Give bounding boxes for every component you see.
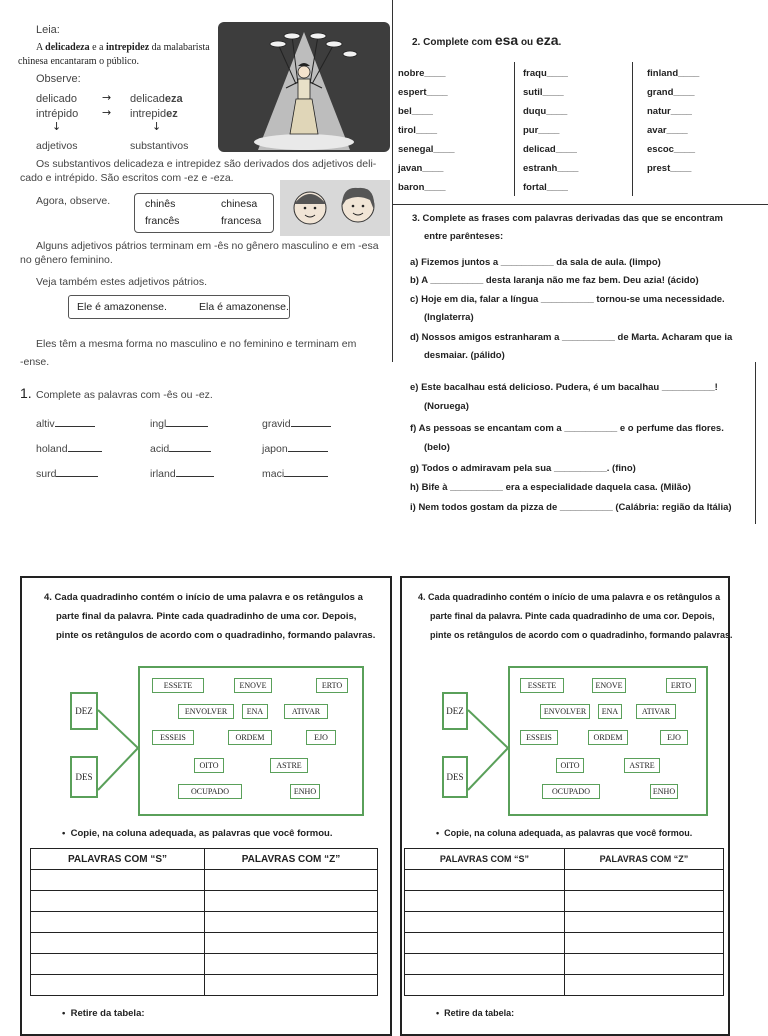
pair-chinesa: chinesa — [221, 198, 258, 210]
suffix-tile[interactable]: OCUPADO — [178, 784, 242, 799]
ex2-word: javan____ — [398, 163, 444, 174]
ex3-item: g) Todos o admiravam pela sua __________. (fino) — [410, 463, 636, 474]
suffix-tile[interactable]: ENA — [242, 704, 268, 719]
table-row — [405, 954, 724, 975]
divider-horizontal — [392, 204, 768, 205]
agora-label: Agora, observe. — [36, 195, 111, 207]
adj-delicado: delicado — [36, 93, 77, 105]
ex4-line3: pinte os retângulos de acordo com o quadradinho, formando palavras. — [430, 630, 733, 640]
noun-delicadeza: delicadeza — [130, 93, 183, 105]
ex3-item: e) Este bacalhau está delicioso. Pudera, é um bacalhau __________! — [410, 382, 718, 393]
table-cell[interactable] — [31, 891, 205, 912]
ex1-word: japon — [262, 443, 328, 455]
answer-blank[interactable] — [176, 476, 214, 477]
table-cell[interactable] — [564, 954, 723, 975]
ex2-col-divider — [632, 62, 633, 196]
explain-line2: cado e intrépido. São escritos com -ez e -eza. — [20, 172, 234, 184]
leia-sentence: A delicadeza e a intrepidez da malabarista — [36, 42, 210, 53]
pair-chines: chinês — [145, 198, 176, 210]
adj-intrepido: intrépido — [36, 108, 79, 120]
ex3-item-hint: desmaiar. (pálido) — [424, 350, 505, 361]
suffix-tile[interactable]: ASTRE — [270, 758, 308, 773]
ex2-word: baron____ — [398, 182, 446, 193]
suffix-tile[interactable]: OITO — [556, 758, 584, 773]
table-cell[interactable] — [405, 912, 565, 933]
suffix-box — [508, 666, 708, 816]
leia-title: Leia: — [36, 24, 60, 36]
table-cell[interactable] — [31, 954, 205, 975]
ex3-item-hint: (belo) — [424, 442, 450, 453]
table-row — [405, 912, 724, 933]
suffix-tile[interactable]: ESSEIS — [152, 730, 194, 745]
ex1-word: gravid — [262, 418, 331, 430]
suffix-tile[interactable]: EJO — [660, 730, 688, 745]
ex2-word: fortal____ — [523, 182, 568, 193]
ex2-word: espert____ — [398, 87, 448, 98]
table-cell[interactable] — [564, 975, 723, 996]
ex1-title: Complete as palavras com -ês ou -ez. — [36, 389, 213, 401]
tem-line1: Eles têm a mesma forma no masculino e no feminino e terminam em — [36, 338, 357, 350]
table-cell[interactable] — [405, 975, 565, 996]
ex2-word: tirol____ — [398, 125, 438, 136]
prefix-dez-box[interactable]: DEZ — [442, 692, 468, 730]
suffix-tile[interactable]: ASTRE — [624, 758, 660, 773]
table-row — [31, 912, 378, 933]
suffix-tile[interactable]: ENHO — [290, 784, 320, 799]
ex3-item: b) A __________ desta laranja não me faz bem. Deu azia! (ácido) — [410, 275, 699, 286]
copie-instruction: • Copie, na coluna adequada, as palavras que você formou. — [436, 828, 693, 838]
suffix-tile[interactable]: ATIVAR — [636, 704, 676, 719]
ex2-word: nobre____ — [398, 68, 446, 79]
table-row — [405, 870, 724, 891]
ex3-item: h) Bife à __________ era a especialidade daquela casa. (Milão) — [410, 482, 691, 493]
table-cell[interactable] — [204, 912, 377, 933]
column-header-s: PALAVRAS COM “S” — [31, 849, 205, 870]
table-cell[interactable] — [204, 975, 377, 996]
ex1-word: holand — [36, 443, 102, 455]
suffix-tile[interactable]: OCUPADO — [542, 784, 600, 799]
divider-vertical — [392, 0, 393, 362]
prefix-des-box[interactable]: DES — [70, 756, 98, 798]
answer-blank[interactable] — [288, 451, 328, 452]
column-header-z: PALAVRAS COM “Z” — [204, 849, 377, 870]
column-header-s: PALAVRAS COM “S” — [405, 849, 565, 870]
prefix-dez-box[interactable]: DEZ — [70, 692, 98, 730]
ex3-title-line2: entre parênteses: — [424, 231, 504, 242]
ex1-word: irland — [150, 468, 214, 480]
ex4-line1: 4. Cada quadradinho contém o início de uma palavra e os retângulos a — [418, 592, 721, 602]
ex4-panel-left — [20, 576, 392, 1036]
ex3-item: d) Nossos amigos estranharam a __________ de Marta. Acharam que ia — [410, 332, 733, 343]
table-cell[interactable] — [564, 891, 723, 912]
table-cell[interactable] — [405, 933, 565, 954]
patrios-line2: no gênero feminino. — [20, 254, 113, 266]
ex1-word: acid — [150, 443, 211, 455]
ex2-word: bel____ — [398, 106, 433, 117]
suffix-tile[interactable]: ORDEM — [588, 730, 628, 745]
prefix-des-box[interactable]: DES — [442, 756, 468, 798]
suffix-tile[interactable]: OITO — [194, 758, 224, 773]
down-arrow-icon: ↓ — [152, 120, 162, 133]
suffix-tile[interactable]: ESSEIS — [520, 730, 558, 745]
table-row — [31, 954, 378, 975]
connector-lines — [468, 698, 508, 798]
suffix-tile[interactable]: ESSETE — [520, 678, 564, 693]
table-cell[interactable] — [405, 870, 565, 891]
ex2-word: escoc____ — [647, 144, 696, 155]
answer-table — [404, 848, 724, 996]
ex4-line2: parte final da palavra. Pinte cada quadradinho de uma cor. Depois, — [56, 611, 357, 622]
ense-box — [68, 295, 290, 319]
table-cell[interactable] — [564, 870, 723, 891]
table-row — [31, 870, 378, 891]
ex2-word: duqu____ — [523, 106, 568, 117]
suffix-tile[interactable]: ATIVAR — [284, 704, 328, 719]
suffix-tile[interactable]: ENHO — [650, 784, 678, 799]
table-cell[interactable] — [204, 891, 377, 912]
table-cell[interactable] — [405, 891, 565, 912]
ex2-word: grand____ — [647, 87, 695, 98]
veja-label: Veja também estes adjetivos pátrios. — [36, 276, 208, 288]
textbook-section — [0, 0, 392, 520]
juggler-illustration — [218, 22, 390, 152]
suffix-tile[interactable]: ERTO — [316, 678, 348, 693]
retire-instruction: • Retire da tabela: — [62, 1008, 145, 1019]
table-row — [31, 975, 378, 996]
ex4-panel-right — [400, 576, 733, 1036]
label-substantivos: substantivos — [130, 140, 189, 152]
ex4-line1: 4. Cada quadradinho contém o início de uma palavra e os retângulos a — [44, 592, 363, 603]
table-row — [31, 933, 378, 954]
table-cell[interactable] — [31, 975, 205, 996]
table-cell[interactable] — [31, 912, 205, 933]
ex2-word: senegal____ — [398, 144, 455, 155]
ense-masc: Ele é amazonense. — [77, 301, 167, 313]
patrios-line1: Alguns adjetivos pátrios terminam em -ês no gênero masculino e em -esa — [36, 240, 379, 252]
table-cell[interactable] — [204, 933, 377, 954]
answer-blank[interactable] — [56, 476, 98, 477]
answer-table — [30, 848, 378, 996]
ex3-item: i) Nem todos gostam da pizza de __________ (Calábria: região da Itália) — [410, 502, 732, 513]
answer-blank[interactable] — [169, 451, 211, 452]
ex1-word: surd — [36, 468, 98, 480]
ex2-word: sutil____ — [523, 87, 564, 98]
ex2-word: avar____ — [647, 125, 688, 136]
answer-blank[interactable] — [166, 426, 208, 427]
suffix-box — [138, 666, 364, 816]
ex3-item: c) Hoje em dia, falar a língua __________ tornou-se uma necessidade. — [410, 294, 725, 305]
ex1-word: altiv — [36, 418, 95, 430]
table-row — [405, 933, 724, 954]
suffix-tile[interactable]: ENVOLVER — [178, 704, 234, 719]
answer-blank[interactable] — [291, 426, 331, 427]
answer-blank[interactable] — [284, 476, 328, 477]
answer-blank[interactable] — [68, 451, 102, 452]
suffix-tile[interactable]: ENVOLVER — [540, 704, 590, 719]
table-cell[interactable] — [564, 933, 723, 954]
ex2-word: finland____ — [647, 68, 700, 79]
ex2-col-divider — [514, 62, 515, 196]
suffix-tile[interactable]: ESSETE — [152, 678, 204, 693]
table-cell[interactable] — [204, 870, 377, 891]
suffix-tile[interactable]: ENOVE — [592, 678, 626, 693]
suffix-tile[interactable]: ORDEM — [228, 730, 272, 745]
ex1-word: ingl — [150, 418, 208, 430]
ex4-line3: pinte os retângulos de acordo com o quadradinho, formando palavras. — [56, 630, 376, 641]
right-arrow-icon: → — [102, 91, 112, 104]
right-arrow-icon: → — [102, 106, 112, 119]
pair-frances: francês — [145, 215, 180, 227]
answer-blank[interactable] — [55, 426, 95, 427]
connector-lines — [98, 698, 138, 798]
table-cell[interactable] — [31, 870, 205, 891]
patrio-pair-box — [134, 193, 274, 233]
ex2-word: pur____ — [523, 125, 560, 136]
ex3-item-hint: (Noruega) — [424, 401, 469, 412]
ex2-word: prest____ — [647, 163, 692, 174]
children-illustration — [280, 180, 390, 236]
table-cell[interactable] — [31, 933, 205, 954]
table-row — [405, 975, 724, 996]
noun-intrepidez: intrepidez — [130, 108, 178, 120]
ense-fem: Ela é amazonense. — [199, 301, 289, 313]
table-row — [405, 891, 724, 912]
ex1-number: 1. — [20, 385, 32, 401]
retire-instruction: • Retire da tabela: — [436, 1008, 515, 1018]
ex2-word: fraqu____ — [523, 68, 568, 79]
ex2-word: estranh____ — [523, 163, 579, 174]
table-cell[interactable] — [564, 912, 723, 933]
ex3-title-line1: 3. Complete as frases com palavras derivadas das que se encontram — [412, 213, 724, 224]
suffix-tile[interactable]: EJO — [306, 730, 336, 745]
suffix-tile[interactable]: ERTO — [666, 678, 696, 693]
ex3-item-hint: (Inglaterra) — [424, 312, 474, 323]
ex2-title: 2. Complete com esa ou eza. — [412, 32, 562, 48]
leia-sentence-line2: chinesa encantaram o público. — [18, 56, 140, 67]
pair-francesa: francesa — [221, 215, 262, 227]
table-cell[interactable] — [204, 954, 377, 975]
suffix-tile[interactable]: ENA — [598, 704, 622, 719]
ex3-item: f) As pessoas se encantam com a __________ e o perfume das flores. — [410, 423, 724, 434]
label-adjetivos: adjetivos — [36, 140, 78, 152]
ex3-item: a) Fizemos juntos a __________ da sala de aula. (limpo) — [410, 257, 661, 268]
ex4-line2: parte final da palavra. Pinte cada quadradinho de uma cor. Depois, — [430, 611, 715, 621]
divider-vertical-right — [755, 362, 756, 524]
ex2-word: delicad____ — [523, 144, 577, 155]
down-arrow-icon: ↓ — [52, 120, 62, 133]
observe-label: Observe: — [36, 73, 81, 85]
ex2-word: natur____ — [647, 106, 692, 117]
table-row — [31, 891, 378, 912]
ex1-word: maci — [262, 468, 328, 480]
suffix-tile[interactable]: ENOVE — [234, 678, 272, 693]
table-cell[interactable] — [405, 954, 565, 975]
copie-instruction: • Copie, na coluna adequada, as palavras que você formou. — [62, 828, 333, 839]
column-header-z: PALAVRAS COM “Z” — [564, 849, 723, 870]
explain-line1: Os substantivos delicadeza e intrepidez são derivados dos adjetivos deli- — [36, 158, 377, 170]
tem-line2: -ense. — [20, 356, 50, 368]
